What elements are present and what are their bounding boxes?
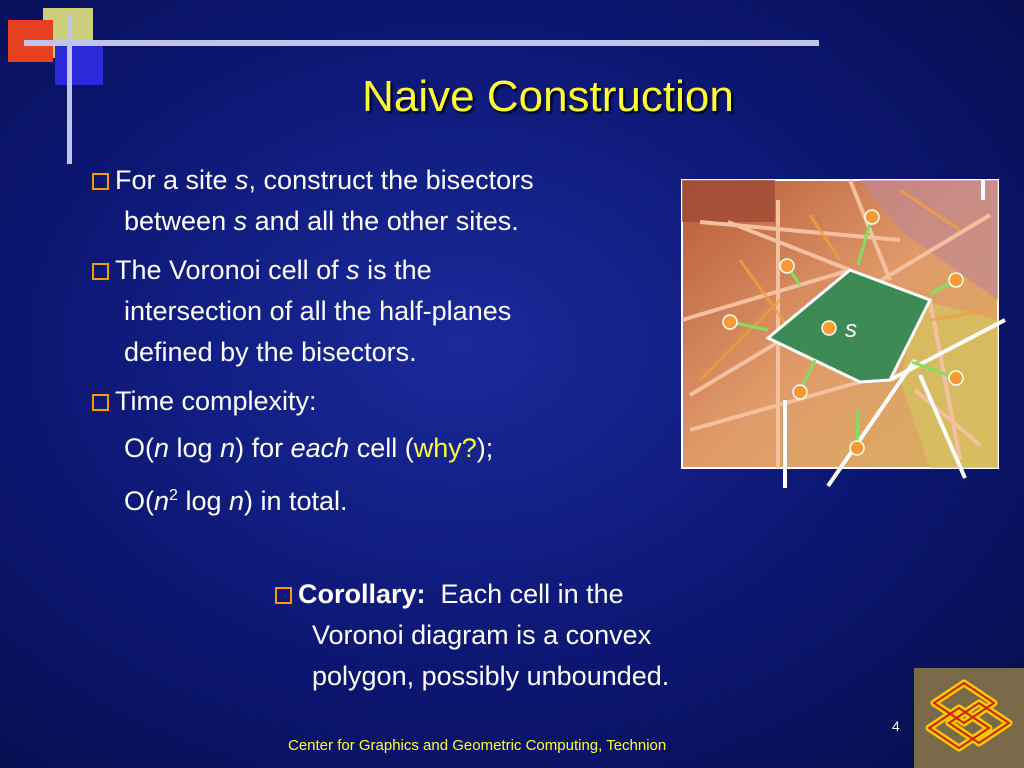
bullet-2-line-3: defined by the bisectors. bbox=[124, 337, 417, 367]
checkbox-bullet-icon bbox=[92, 394, 109, 411]
corollary-text: Each cell in the bbox=[440, 579, 624, 609]
math-var: n bbox=[154, 486, 170, 516]
corollary-line-3: polygon, possibly unbounded. bbox=[312, 661, 670, 691]
math-var: n bbox=[228, 486, 245, 516]
math-text: ) for bbox=[235, 433, 291, 463]
bullet-text: For a site bbox=[115, 165, 236, 195]
math-text: ); bbox=[476, 433, 494, 463]
voronoi-diagram bbox=[676, 174, 1016, 494]
checkbox-bullet-icon bbox=[92, 263, 109, 280]
technion-logo-icon bbox=[914, 668, 1024, 768]
math-text: log bbox=[169, 433, 221, 463]
bullet-2-line-2: intersection of all the half-planes bbox=[124, 296, 512, 326]
math-text: ) in total. bbox=[244, 486, 348, 516]
bullet-list bbox=[92, 160, 672, 522]
emphasis-each: each bbox=[290, 433, 350, 463]
why-text: why? bbox=[413, 433, 477, 463]
bullet-text: The Voronoi cell of bbox=[115, 255, 347, 285]
corollary-block bbox=[275, 574, 815, 697]
corollary-line-2: Voronoi diagram is a convex bbox=[312, 620, 652, 650]
corollary-label: Corollary: bbox=[298, 579, 426, 609]
checkbox-bullet-icon bbox=[92, 173, 109, 190]
checkbox-bullet-icon bbox=[275, 587, 292, 604]
math-var: n bbox=[154, 433, 170, 463]
site-variable: s bbox=[233, 206, 248, 236]
page-number: 4 bbox=[892, 718, 900, 734]
site-s-label: s bbox=[845, 316, 857, 343]
bullet-1 bbox=[92, 160, 672, 201]
bullet-3 bbox=[92, 381, 672, 422]
bullet-text: Time complexity: bbox=[115, 386, 317, 416]
site-variable: s bbox=[346, 255, 360, 285]
slide-title: Naive Construction bbox=[362, 72, 734, 121]
complexity-per-cell bbox=[92, 428, 672, 469]
math-text: log bbox=[177, 486, 229, 516]
bullet-text: and all the other sites. bbox=[247, 206, 519, 236]
math-text: O( bbox=[124, 433, 154, 463]
bullet-1-line-2 bbox=[92, 201, 672, 242]
math-exponent: 2 bbox=[169, 487, 178, 504]
footer-text: Center for Graphics and Geometric Computing, Technion bbox=[288, 737, 667, 754]
math-text: O( bbox=[124, 486, 154, 516]
math-text: cell ( bbox=[349, 433, 414, 463]
site-variable: s bbox=[235, 165, 249, 195]
bullet-text: between bbox=[124, 206, 234, 236]
corollary-line-1 bbox=[275, 574, 815, 615]
bullet-2 bbox=[92, 250, 672, 291]
site-s-point bbox=[822, 321, 836, 335]
math-var: n bbox=[220, 433, 236, 463]
complexity-total bbox=[92, 475, 672, 522]
bullet-text: is the bbox=[359, 255, 432, 285]
bullet-text: , construct the bisectors bbox=[248, 165, 534, 195]
